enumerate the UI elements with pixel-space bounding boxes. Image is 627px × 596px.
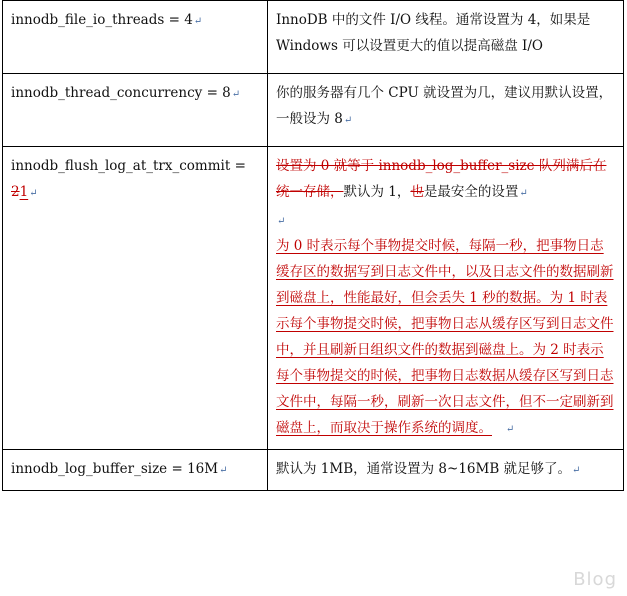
description-cell bbox=[268, 147, 624, 450]
description-cell bbox=[268, 1, 624, 74]
paragraph-mark-icon: ↵ bbox=[193, 16, 203, 27]
description-text: 默认为 1MB，通常设置为 8~16MB 就足够了。 bbox=[276, 461, 572, 477]
deleted-text: 设置为 0 就等于 innodb_log_buffer_size 队列满后在统一存储， bbox=[276, 158, 607, 200]
revised-paragraph bbox=[276, 153, 615, 207]
deleted-value: 2 bbox=[11, 184, 20, 200]
deleted-text: 也 bbox=[410, 184, 424, 200]
empty-paragraph bbox=[276, 207, 615, 233]
inserted-value: 1 bbox=[19, 184, 29, 200]
table-row bbox=[3, 74, 624, 147]
paragraph-mark-icon: ↵ bbox=[572, 465, 581, 476]
paragraph-mark-icon: ↵ bbox=[277, 216, 286, 227]
description-text: 默认为 1， bbox=[343, 184, 411, 200]
inserted-paragraph bbox=[276, 233, 615, 443]
description-text: InnoDB 中的文件 I/O 线程。通常设置为 4，如果是 Windows 可以设置更大的值以提高磁盘 I/O bbox=[276, 12, 591, 54]
param-cell bbox=[3, 74, 268, 147]
description-text: 是最安全的设置 bbox=[423, 184, 519, 200]
paragraph-mark-icon: ↵ bbox=[505, 424, 515, 435]
description-cell bbox=[268, 74, 624, 147]
inserted-text: 为 0 时表示每个事物提交时候，每隔一秒，把事物日志缓存区的数据写到日志文件中，以及日志文件的数据刷新到磁盘上，性能最好，但会丢失 1 秒的数据。为 1 时表示每个事物提交时候，把事物日志从缓存区写到日志文件中，并且刷新日组织文件的数据到磁盘上。为 2 时表示每个事物提交的时候，把事物日志数据从缓存区写到日志文件中，每隔一秒，刷新一次日志文件，但不一定刷新到磁盘上，而取决于操作系统的调度。 bbox=[276, 238, 614, 436]
description-cell bbox=[268, 450, 624, 491]
param-name: innodb_file_io_threads = 4 bbox=[11, 12, 193, 28]
paragraph-mark-icon: ↵ bbox=[231, 89, 241, 100]
param-name: innodb_flush_log_at_trx_commit = bbox=[11, 158, 246, 174]
config-table bbox=[2, 0, 624, 491]
param-name: innodb_log_buffer_size = 16M bbox=[11, 461, 219, 477]
paragraph-mark-icon: ↵ bbox=[343, 115, 353, 126]
paragraph-mark-icon: ↵ bbox=[29, 188, 38, 199]
paragraph-mark-icon: ↵ bbox=[219, 465, 228, 476]
param-cell bbox=[3, 1, 268, 74]
table-row bbox=[3, 1, 624, 74]
description-text: 你的服务器有几个 CPU 就设置为几，建议用默认设置，一般设为 8 bbox=[276, 85, 613, 127]
param-cell bbox=[3, 147, 268, 450]
paragraph-mark-icon: ↵ bbox=[519, 188, 528, 199]
param-cell bbox=[3, 450, 268, 491]
watermark-text: Blog bbox=[573, 569, 617, 590]
table-row bbox=[3, 450, 624, 491]
param-name: innodb_thread_concurrency = 8 bbox=[11, 85, 231, 101]
table-row bbox=[3, 147, 624, 450]
